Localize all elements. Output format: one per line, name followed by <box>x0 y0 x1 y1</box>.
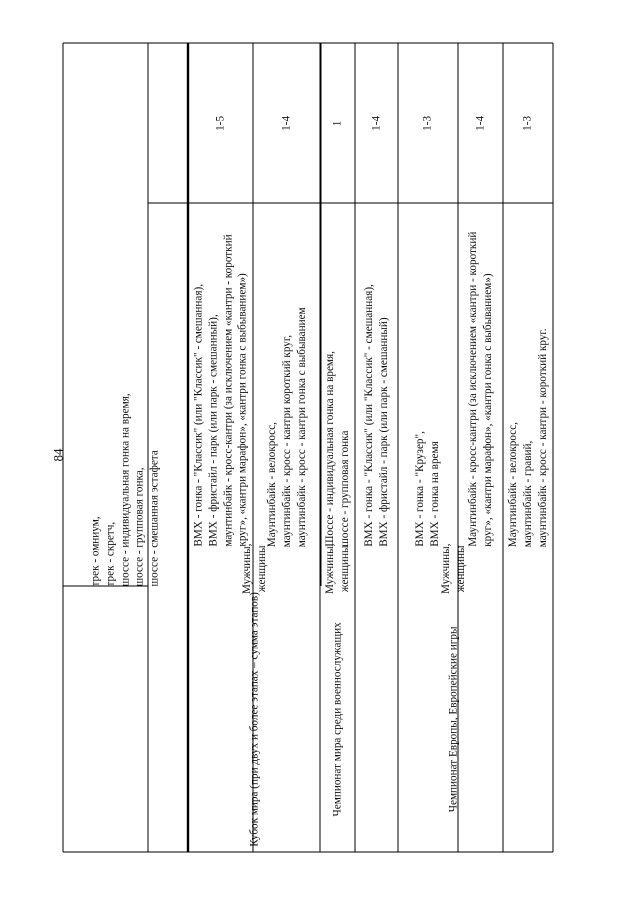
row-1-competition: Кубок мира (при двух и более этапах – сумма этапов) <box>248 591 261 847</box>
page-number: 84 <box>50 448 65 462</box>
row-2-disciplines-cell: Маунтинбайк - велокросс, маунтинбайк - кросс - кантри короткий круг, маунтинбайк - кросс - кантри гонка с выбыванием <box>265 307 308 547</box>
row-3-disciplines-cell: Шоссе - индивидуальная гонка на время, шоссе - групповая гонка <box>324 351 351 547</box>
row-7-places: 1-3 <box>521 115 534 131</box>
row-5-disciplines-cell: BMX - гонка - "Крузер", BMX - гонка на время <box>414 431 441 547</box>
row-4-competition: Чемпионат Европы, Европейские игры <box>447 626 460 812</box>
row-4-disciplines-cell: BMX - гонка - "Классик" (или "Классик" - смешанная), BMX - фристайл - парк (или парк - смешанный) <box>362 284 390 547</box>
row-2-places: 1-4 <box>280 115 293 131</box>
row-6-disciplines-cell: Маунтинбайк - кросс-кантри (за исключением «кантри - короткий круг», «кантри марафон», «кантри гонка с выбыванием») <box>466 231 494 547</box>
row-1-disciplines-cell: BMX - гонка - "Классик" (или "Классик" - смешанная), BMX - фристайл - парк (или парк - смешанный), маунтинбайк - кросс-кантри (за исключением «кантри - короткий круг», «кантри марафон», «кантри гонка с выбыванием») <box>191 234 249 547</box>
row-0-disciplines-cell: трек - омниум, трек - скретч, шоссе - индивидуальная гонка на время, шоссе - групповая гонка, шоссе - смешанная эстафета <box>89 392 161 586</box>
row-3-competition: Чемпионат мира среди военнослужащих <box>331 621 344 817</box>
row-7-disciplines-cell: Маунтинбайк - велокросс, маунтинбайк - гравий, маунтинбайк - кросс - кантри - короткий круг. <box>506 328 549 547</box>
row-3-gender: Мужчины, женщины <box>324 543 351 594</box>
row-6-places: 1-4 <box>474 115 487 131</box>
row-1-places: 1-5 <box>214 115 227 131</box>
row-4-gender: Мужчины, женщины <box>440 543 467 594</box>
row-4-places: 1-4 <box>370 115 383 131</box>
results-table <box>63 43 553 852</box>
row-3-places: 1 <box>331 120 344 126</box>
row-5-places: 1-3 <box>421 115 434 131</box>
row-1-gender: Мужчины, женщины <box>240 543 268 594</box>
